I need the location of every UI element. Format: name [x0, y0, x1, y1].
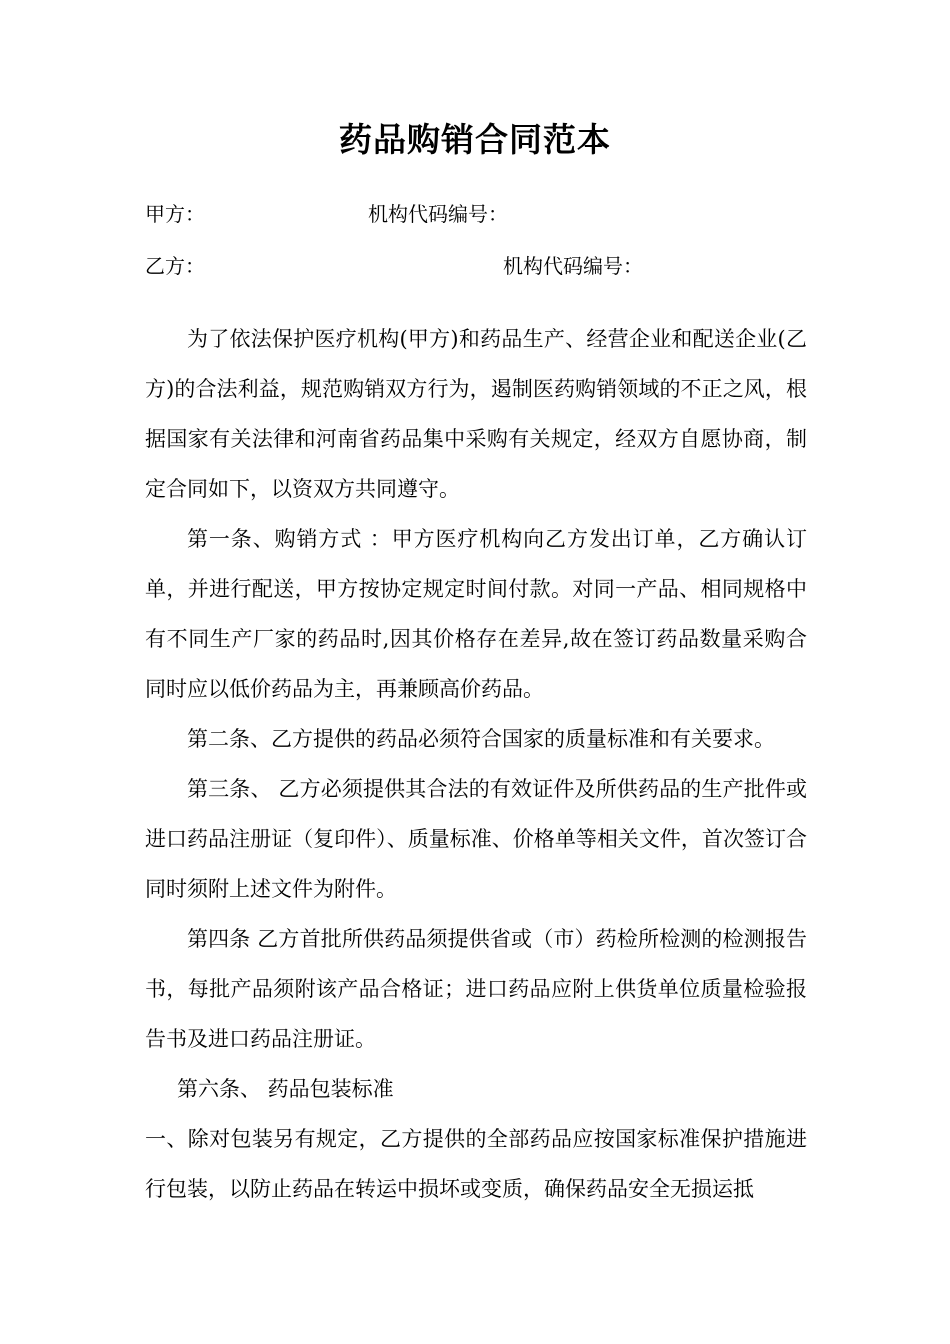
contract-body — [145, 314, 807, 1214]
party-b-label: 乙方： — [145, 254, 205, 278]
party-b-code-label: 机构代码编号： — [503, 254, 643, 278]
article-4-paragraph: 第四条 乙方首批所供药品须提供省或（市）药检所检测的检测报告书，每批产品须附该产品合格证；进口药品应附上供货单位质量检验报告书及进口药品注册证。 — [145, 927, 807, 1051]
article-3-paragraph: 第三条、 乙方必须提供其合法的有效证件及所供药品的生产批件或进口药品注册证（复印件）、质量标准、价格单等相关文件，首次签订合同时须附上述文件为附件。 — [145, 777, 807, 901]
article-2-paragraph: 第二条、乙方提供的药品必须符合国家的质量标准和有关要求。 — [187, 727, 775, 751]
document-title: 药品购销合同范本 — [339, 120, 611, 159]
party-a-label: 甲方： — [145, 202, 205, 226]
preamble-paragraph: 为了依法保护医疗机构(甲方)和药品生产、经营企业和配送企业(乙方)的合法利益，规范购销双方行为，遏制医药购销领域的不正之风，根据国家有关法律和河南省药品集中采购有关规定，经双方自愿协商，制定合同如下，以资双方共同遵守。 — [145, 327, 807, 501]
party-a-code-label: 机构代码编号： — [368, 202, 508, 226]
article-6-clause-1: 一、除对包装另有规定，乙方提供的全部药品应按国家标准保护措施进行包装，以防止药品在转运中损坏或变质，确保药品安全无损运抵 — [145, 1127, 807, 1201]
article-6-heading: 第六条、 药品包装标准 — [177, 1077, 394, 1101]
article-1-paragraph: 第一条、购销方式 ：甲方医疗机构向乙方发出订单，乙方确认订单，并进行配送，甲方按协定规定时间付款。对同一产品、相同规格中有不同生产厂家的药品时,因其价格存在差异,故在签订药品数量采购合同时应以低价药品为主，再兼顾高价药品。 — [145, 527, 807, 701]
